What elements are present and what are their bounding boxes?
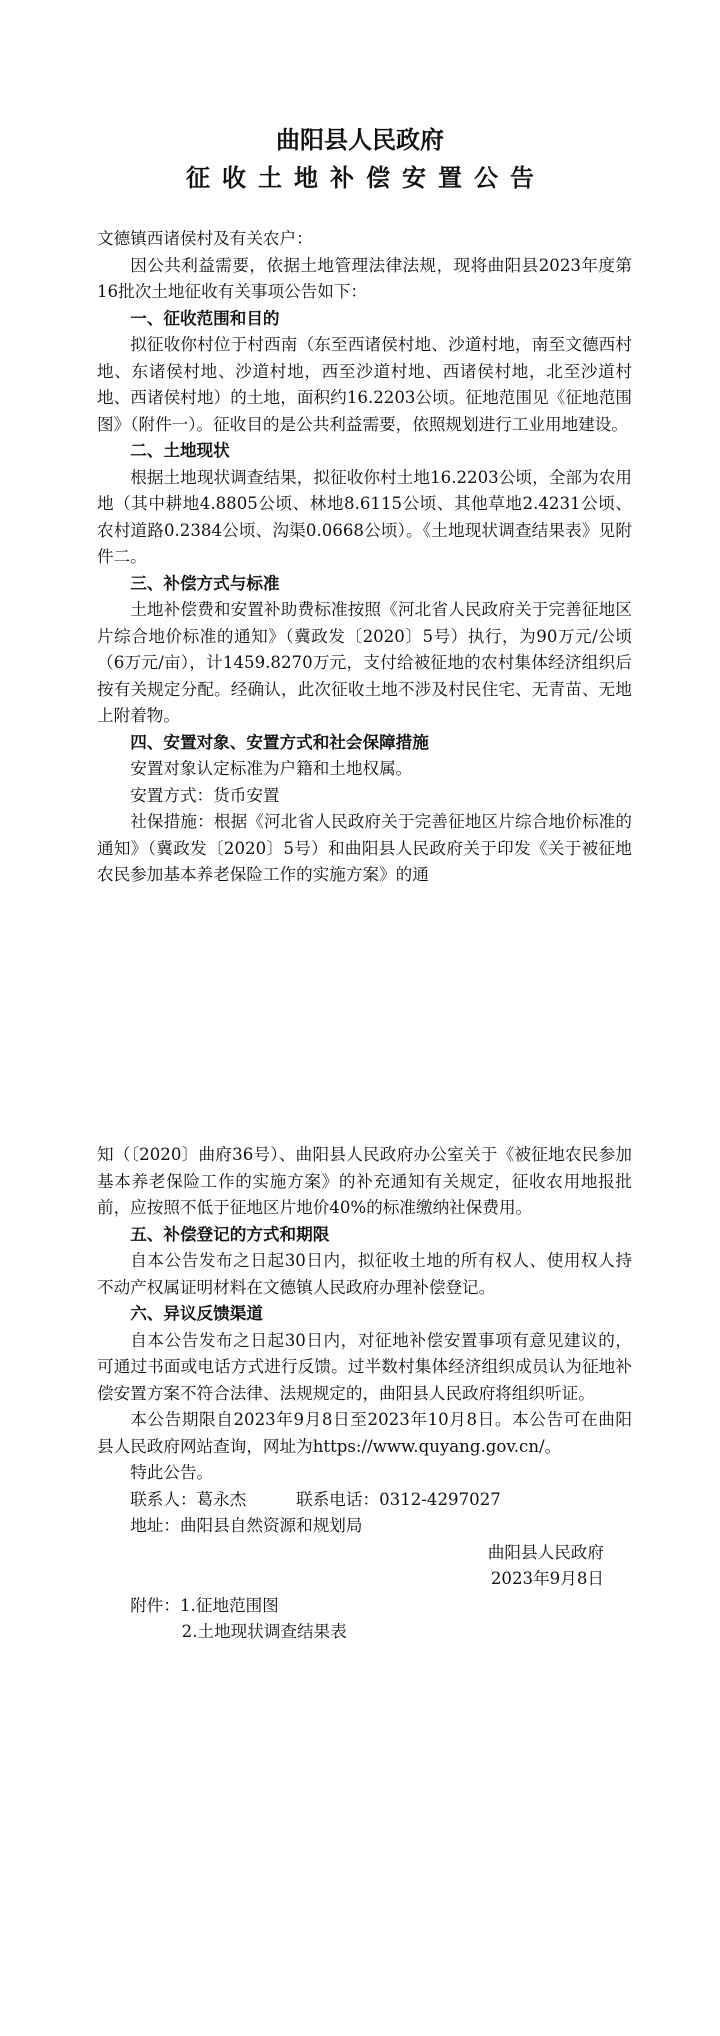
notice-closing: 特此公告。 <box>130 1463 214 1482</box>
section-heading-scope: 一、征收范围和目的 <box>130 308 280 328</box>
signature-date: 2023年9月8日 <box>490 1569 604 1588</box>
section-text-registration: 自本公告发布之日起30日内，拟征收土地的所有权人、使用权人持不动产权属证明材料在文德镇人民政府办理补偿登记。 <box>97 1251 632 1297</box>
attachment-item-2: 2.土地现状调查结果表 <box>181 1622 347 1641</box>
section-text-scope: 拟征收你村位于村西南（东至西诸侯村地、沙道村地，南至文德西村地、东诸侯村地、沙道村地，西至沙道村地、西诸侯村地，北至沙道村地、西诸侯村地）的土地，面积约16.2203公顷。征地范围见《征地范围图》（附件一）。征收目的是公共利益需要，依照规划进行工业用地建设。 <box>97 335 632 434</box>
section-heading-feedback: 六、异议反馈渠道 <box>130 1304 263 1323</box>
social-security-measures-part2: 知（〔2020〕曲府36号）、曲阳县人民政府办公室关于《被征地农民参加基本养老保险工作的实施方案》的补充通知有关规定，征收农用地报批前，应按照不低于征地区片地价40%的标准缴纳社保费用。 <box>97 1145 632 1217</box>
section-text-compensation: 土地补偿费和安置补助费标准按照《河北省人民政府关于完善征地区片综合地价标准的通知》（冀政发〔2020〕5号）执行，为90万元/公顷（6万元/亩），计1459.8270万元，支付给被征地的农村集体经济组织后按有关规定分配。经确认，此次征收土地不涉及村民住宅、无青苗、无地上附着物。 <box>97 600 632 725</box>
section-heading-land-status: 二、土地现状 <box>130 441 230 460</box>
notice-title: 征收土地补偿安置公告 <box>186 164 546 192</box>
section-heading-resettlement: 四、安置对象、安置方式和社会保障措施 <box>130 732 429 752</box>
section-text-feedback: 自本公告发布之日起30日内，对征地补偿安置事项有意见建议的，可通过书面或电话方式进行反馈。过半数村集体经济组织成员认为征地补偿安置方案不符合法律、法规规定的，曲阳县人民政府将组织听证。 <box>97 1330 632 1403</box>
salutation: 文德镇西诸侯村及有关农户： <box>97 229 313 248</box>
validity-paragraph: 本公告期限自2023年9月8日至2023年10月8日。本公告可在曲阳县人民政府网站查询，网址为https://www.quyang.gov.cn/。 <box>97 1410 632 1456</box>
section-text-land-status: 根据土地现状调查结果，拟征收你村土地16.2203公顷，全部为农用地（其中耕地4.8805公顷、林地8.6115公顷、其他草地2.4231公顷、农村道路0.2384公顷、沟渠0.0668公顷）。《土地现状调查结果表》见附件二。 <box>97 467 632 566</box>
address-line: 地址：曲阳县自然资源和规划局 <box>130 1516 363 1535</box>
social-security-measures-part1: 社保措施：根据《河北省人民政府关于完善征地区片综合地价标准的通知》（冀政发〔2020〕5号）和曲阳县人民政府关于印发《关于被征地农民参加基本养老保险工作的实施方案》的通 <box>97 812 632 884</box>
section-heading-registration: 五、补偿登记的方式和期限 <box>130 1224 330 1244</box>
attachment-item-1: 附件：1.征地范围图 <box>130 1595 279 1615</box>
resettlement-method: 安置方式：货币安置 <box>130 785 280 805</box>
signature-org: 曲阳县人民政府 <box>487 1542 604 1562</box>
intro-paragraph: 因公共利益需要，依据土地管理法律法规，现将曲阳县2023年度第16批次土地征收有关事项公告如下： <box>97 255 632 301</box>
notice-body-part2 <box>97 1142 632 1646</box>
resettlement-target: 安置对象认定标准为户籍和土地权属。 <box>130 759 413 778</box>
section-heading-compensation: 三、补偿方式与标准 <box>130 573 280 593</box>
notice-body-part1 <box>97 226 632 889</box>
issuer-title: 曲阳县人民政府 <box>276 126 444 154</box>
contact-line: 联系人：葛永杰 联系电话：0312-4297027 <box>130 1489 501 1509</box>
